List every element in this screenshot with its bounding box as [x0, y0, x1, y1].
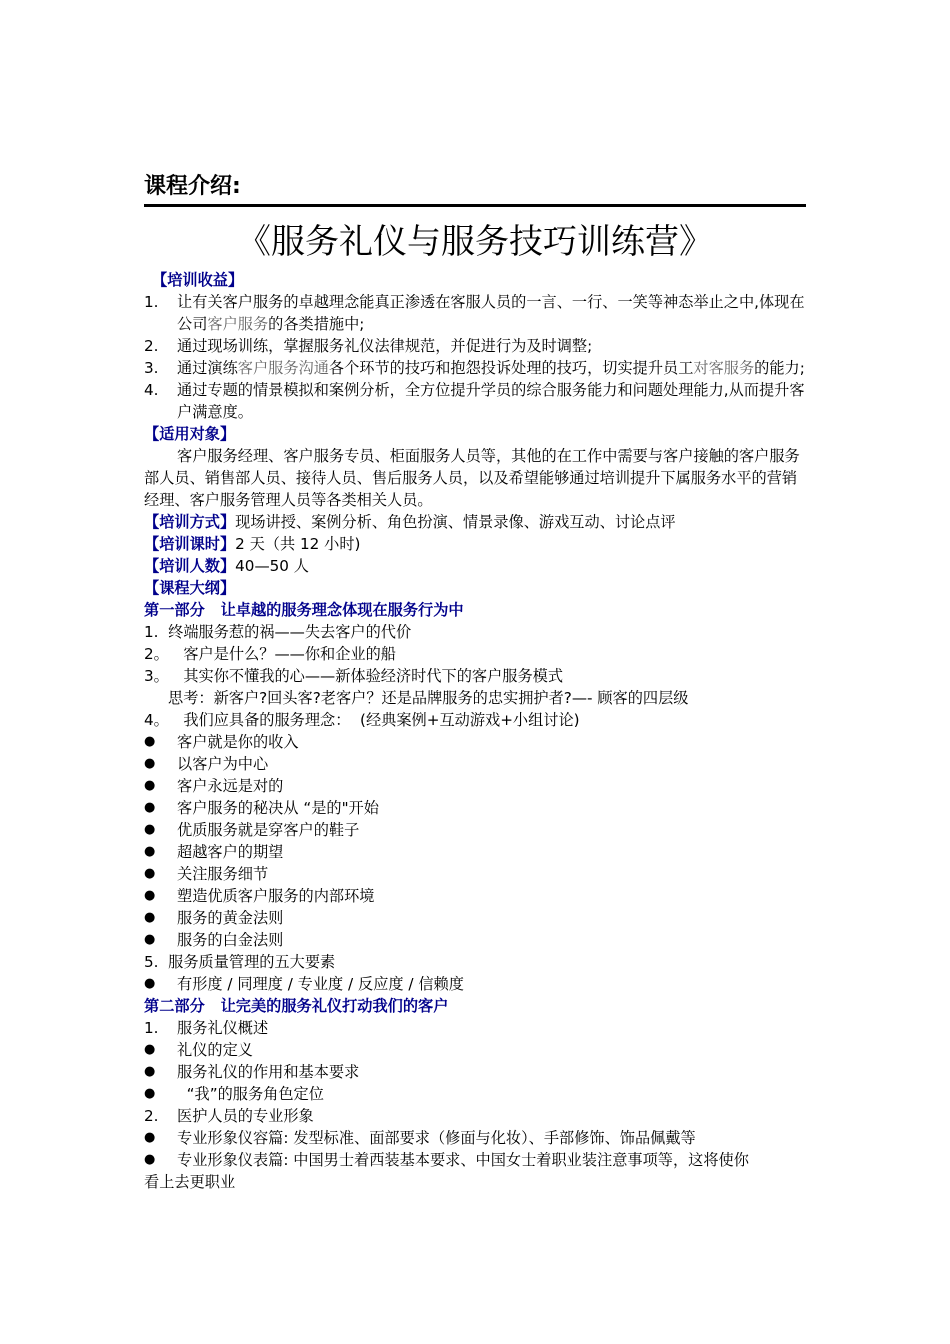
list-item-text: 专业形象仪容篇: 发型标准、面部要求（修面与化妆）、手部修饰、饰品佩戴等: [177, 1129, 696, 1147]
part1-line-5: 5. 服务质量管理的五大要素: [144, 953, 336, 971]
benefit-number: 2.: [144, 337, 159, 355]
list-item: [144, 1083, 806, 1105]
benefit-number: 1.: [144, 293, 159, 311]
benefit-text-b: 各个环节的技巧和抱怨投诉处理的技巧，切实提升员工: [328, 359, 694, 377]
list-item-text: 关注服务细节: [177, 865, 269, 883]
benefit-text: 通过专题的情景模拟和案例分析，全方位提升学员的综合服务能力和问题处理能力,从而提升客户满意度。: [177, 381, 805, 421]
benefit-text-a: 通过演练: [177, 359, 238, 377]
list-item-text: 客户永远是对的: [177, 777, 284, 795]
list-item: [144, 1039, 806, 1061]
bullet-icon: ●: [144, 866, 156, 881]
part1-line-3: 3。 其实你不懂我的心——新体验经济时代下的客户服务模式: [144, 667, 564, 685]
bullet-icon: ●: [144, 778, 156, 793]
list-item: [144, 775, 806, 797]
part1-thinking-note: 思考：新客户?回头客?老客户？还是品牌服务的忠实拥护者?—- 顾客的四层级: [168, 689, 689, 707]
benefit-item-2: [144, 335, 806, 357]
outline-header: 【课程大纲】: [144, 579, 236, 597]
bullet-icon: ●: [144, 1152, 156, 1167]
document-page: [144, 172, 806, 1193]
people-line: [144, 555, 806, 577]
part2-item-1: [144, 1017, 806, 1039]
audience-header: 【适用对象】: [144, 425, 236, 443]
list-item-text: 专业形象仪表篇: 中国男士着西装基本要求、中国女士着职业装注意事项等，这将使你: [177, 1151, 749, 1169]
benefit-number: 4.: [144, 381, 159, 399]
part1-line-4: 4。 我们应具备的服务理念： (经典案例+互动游戏+小组讨论): [144, 711, 580, 729]
part1-line-1: 1. 终端服务惹的祸——失去客户的代价: [144, 623, 412, 641]
method-line: [144, 511, 806, 533]
bullet-icon: ●: [144, 910, 156, 925]
benefit-item-3: [144, 357, 806, 379]
method-header: 【培训方式】: [144, 513, 236, 531]
method-text: 现场讲授、案例分析、角色扮演、情景录像、游戏互动、讨论点评: [235, 513, 676, 531]
list-item: [144, 885, 806, 907]
part2-item-text: 服务礼仪概述: [177, 1019, 269, 1037]
list-item: [144, 1149, 806, 1171]
bullet-icon: ●: [144, 1042, 156, 1057]
intro-label: 课程介绍:: [144, 174, 241, 199]
hours-header: 【培训课时】: [144, 535, 236, 553]
bullet-icon: ●: [144, 888, 156, 903]
part1-line-2: 2。 客户是什么？——你和企业的船: [144, 645, 396, 663]
list-item: [144, 731, 806, 753]
audience-text: 客户服务经理、客户服务专员、柜面服务人员等，其他的在工作中需要与客户接触的客户服务部人员、销售部人员、接待人员、售后服务人员，以及希望能够通过培训提升下属服务水平的营销经理、客户服务管理人员等各类相关人员。: [144, 447, 800, 509]
hours-text: 2 天（共 12 小时): [235, 535, 361, 553]
bullet-icon: ●: [144, 1086, 156, 1101]
list-item-text: 礼仪的定义: [177, 1041, 253, 1059]
list-item-text: 有形度 / 同理度 / 专业度 / 反应度 / 信赖度: [177, 975, 464, 993]
course-title: 《服务礼仪与服务技巧训练营》: [237, 222, 713, 262]
list-item: [144, 753, 806, 775]
benefit-number: 3.: [144, 359, 159, 377]
bullet-icon: ●: [144, 800, 156, 815]
benefit-text: 通过现场训练，掌握服务礼仪法律规范，并促进行为及时调整;: [177, 337, 593, 355]
bullet-icon: ●: [144, 822, 156, 837]
benefit-link-text: 客户服务: [207, 315, 269, 333]
list-item: [144, 929, 806, 951]
benefits-header: 【培训收益】: [152, 271, 244, 289]
list-item-text: 以客户为中心: [177, 755, 269, 773]
list-item-text: 超越客户的期望: [177, 843, 284, 861]
list-item-continuation: 看上去更职业: [144, 1173, 236, 1191]
list-item-text: 塑造优质客户服务的内部环境: [177, 887, 375, 905]
list-item-text: 客户就是你的收入: [177, 733, 299, 751]
bullet-icon: ●: [144, 976, 156, 991]
list-item-text: 客户服务的秘决从 “是的"开始: [177, 799, 379, 817]
bullet-icon: ●: [144, 932, 156, 947]
list-item-text: 服务礼仪的作用和基本要求: [177, 1063, 360, 1081]
people-header: 【培训人数】: [144, 557, 236, 575]
part2-item-number: 2.: [144, 1107, 159, 1125]
benefit-text: [177, 357, 806, 379]
list-item: [144, 1061, 806, 1083]
list-item: [144, 1127, 806, 1149]
part1-title: 第一部分 让卓越的服务理念体现在服务行为中: [144, 601, 464, 619]
bullet-icon: ●: [144, 756, 156, 771]
list-item-text: 服务的白金法则: [177, 931, 284, 949]
benefit-text: [177, 291, 806, 335]
course-content: [144, 269, 806, 1193]
list-item: [144, 907, 806, 929]
benefit-link-text: 客户服务沟通: [237, 359, 329, 377]
benefit-item-1: [144, 291, 806, 335]
part2-item-number: 1.: [144, 1019, 159, 1037]
list-item-text: 服务的黄金法则: [177, 909, 284, 927]
list-item: [144, 841, 806, 863]
part2-title: 第二部分 让完美的服务礼仪打动我们的客户: [144, 997, 449, 1015]
divider-rule: [144, 204, 806, 207]
benefit-link-text-2: 对客服务: [693, 359, 755, 377]
list-item: [144, 797, 806, 819]
benefit-text-c: 的能力;: [754, 359, 805, 377]
bullet-icon: ●: [144, 1064, 156, 1079]
part2-item-text: 医护人员的专业形象: [177, 1107, 314, 1125]
bullet-icon: ●: [144, 734, 156, 749]
people-text: 40—50 人: [235, 557, 309, 575]
list-item-text: 优质服务就是穿客户的鞋子: [177, 821, 360, 839]
part2-item-2: [144, 1105, 806, 1127]
bullet-icon: ●: [144, 844, 156, 859]
bullet-icon: ●: [144, 1130, 156, 1145]
list-item: [144, 863, 806, 885]
benefit-item-4: [144, 379, 806, 423]
benefit-text-b: 的各类措施中;: [268, 315, 365, 333]
list-item-text: “我”的服务角色定位: [177, 1085, 324, 1103]
list-item: [144, 819, 806, 841]
benefit-text-a: 让有关客户服务的卓越理念能真正渗透在客服人员的一言、一行、一笑等神态举止之中,体现在公司: [177, 293, 805, 333]
hours-line: [144, 533, 806, 555]
list-item: [144, 973, 806, 995]
